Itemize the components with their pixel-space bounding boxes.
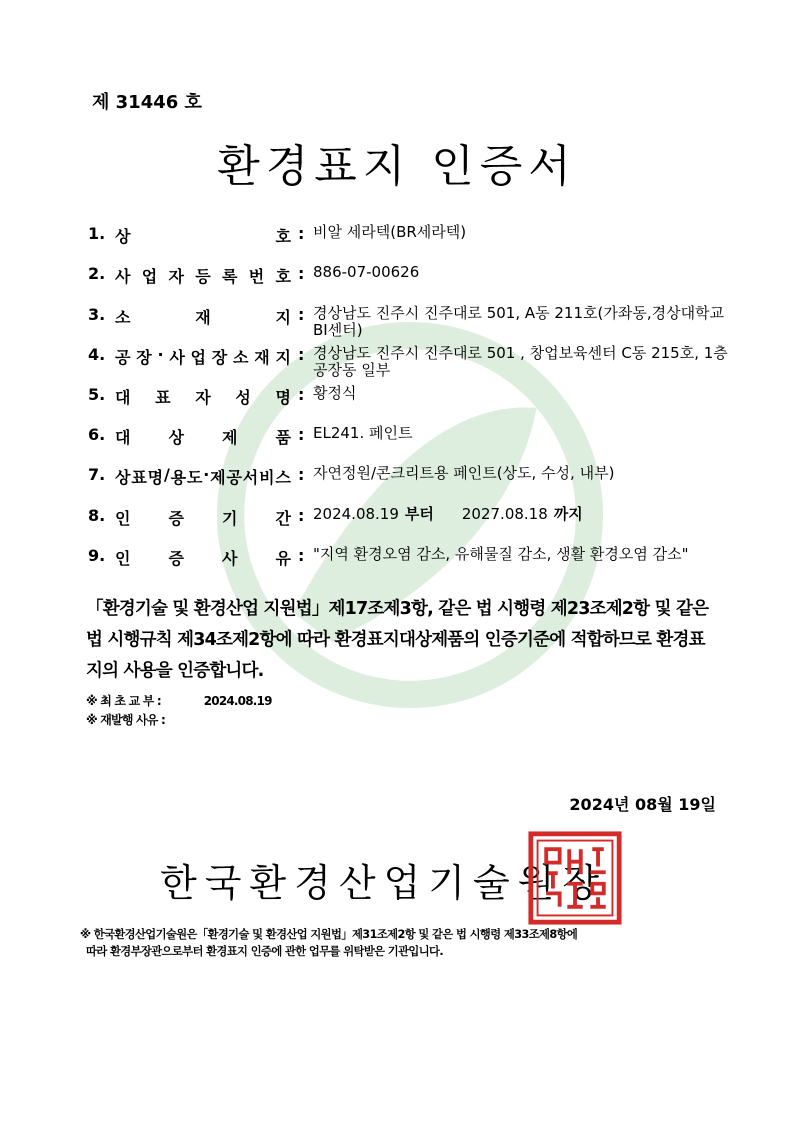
item-label: 사 업 자 등 록 번 호 [115, 267, 291, 286]
item-colon: : [298, 425, 305, 444]
item-colon: : [298, 224, 305, 243]
item-label: 인 증 사 유 [115, 549, 291, 568]
period-start: 2024.08.19 [313, 505, 399, 523]
item-number: 2. [88, 264, 106, 283]
item-number: 8. [88, 506, 106, 525]
footer-note: ※ 한국환경산업기술원은「환경기술 및 환경산업 지원법」제31조제2항 및 같은 법 시행령 제33조제8항에 따라 환경부장관으로부터 환경표지 인증에 관한 업무를 위탁받은 기관입니다. [80, 928, 578, 958]
item-label: 상 표 명 / 용 도 · 제 공 서 비 스 [115, 465, 291, 487]
first-issue-label: ※ 최 초 교 부 : [86, 694, 161, 708]
item-number: 4. [88, 345, 106, 364]
issue-date: 2024년 08월 19일 [569, 795, 716, 814]
item-value: 황정식 [313, 384, 357, 402]
item-value: EL241. 페인트 [313, 424, 413, 442]
period-to-word: 까지 [553, 505, 583, 523]
item-colon: : [298, 506, 305, 525]
item-number: 3. [88, 305, 106, 324]
item-label: 대 표 자 성 명 [115, 388, 291, 407]
item-value: 비알 세라텍(BR세라텍) [313, 223, 467, 241]
item-label: 대 상 제 품 [115, 428, 291, 447]
item-number: 6. [88, 425, 106, 444]
period-from-word: 부터 [404, 505, 434, 523]
item-value: 886-07-00626 [313, 263, 420, 281]
item-number: 9. [88, 546, 106, 565]
item-number: 1. [88, 224, 106, 243]
period-end: 2027.08.18 [461, 505, 548, 523]
legal-statement: 「환경기술 및 환경산업 지원법」제17조제3항, 같은 법 시행령 제23조제2항 및 같은 법 시행규칙 제34조제2항에 따라 환경표지대상제품의 인증기준에 적합하므로 환경표지의 사용을 인증합니다. ※ 최 초 교 부 : 2024.08.19 ※ 재발행 사유 : [86, 594, 711, 729]
item-colon: : [298, 546, 305, 565]
page-title: 환경표지 인증서 [217, 141, 577, 192]
item-label: 공 장 · 사 업 장 소 재 지 [115, 345, 291, 367]
item-colon: : [298, 264, 305, 283]
item-colon: : [298, 385, 305, 404]
item-value: 자연정원/콘크리트용 페인트(상도, 수성, 내부) [313, 464, 615, 482]
item-label: 소 재 지 [115, 308, 291, 327]
reissue-reason: ※ 재발행 사유 : [86, 713, 165, 727]
item-label: 상 호 [115, 227, 291, 246]
item-value: "지역 환경오염 감소, 유해물질 감소, 생활 환경오염 감소" [313, 545, 689, 563]
certificate-number: 제 31446 호 [92, 92, 202, 113]
item-value: 경상남도 진주시 진주대로 501 , 창업보육센터 C동 215호, 1층 공장동 일부 [313, 344, 728, 379]
issuer-name: 한국환경산업기술원장 [160, 861, 608, 905]
item-label: 인 증 기 간 [115, 509, 291, 528]
item-value: 경상남도 진주시 진주대로 501, A동 211호(가좌동,경상대학교 BI센터) [313, 304, 725, 339]
item-value [313, 506, 743, 523]
item-colon: : [298, 465, 305, 484]
item-number: 5. [88, 385, 106, 404]
item-colon: : [298, 345, 305, 364]
first-issue-date: 2024.08.19 [203, 694, 272, 708]
item-colon: : [298, 305, 305, 324]
official-seal-icon [527, 830, 623, 926]
item-number: 7. [88, 465, 106, 484]
